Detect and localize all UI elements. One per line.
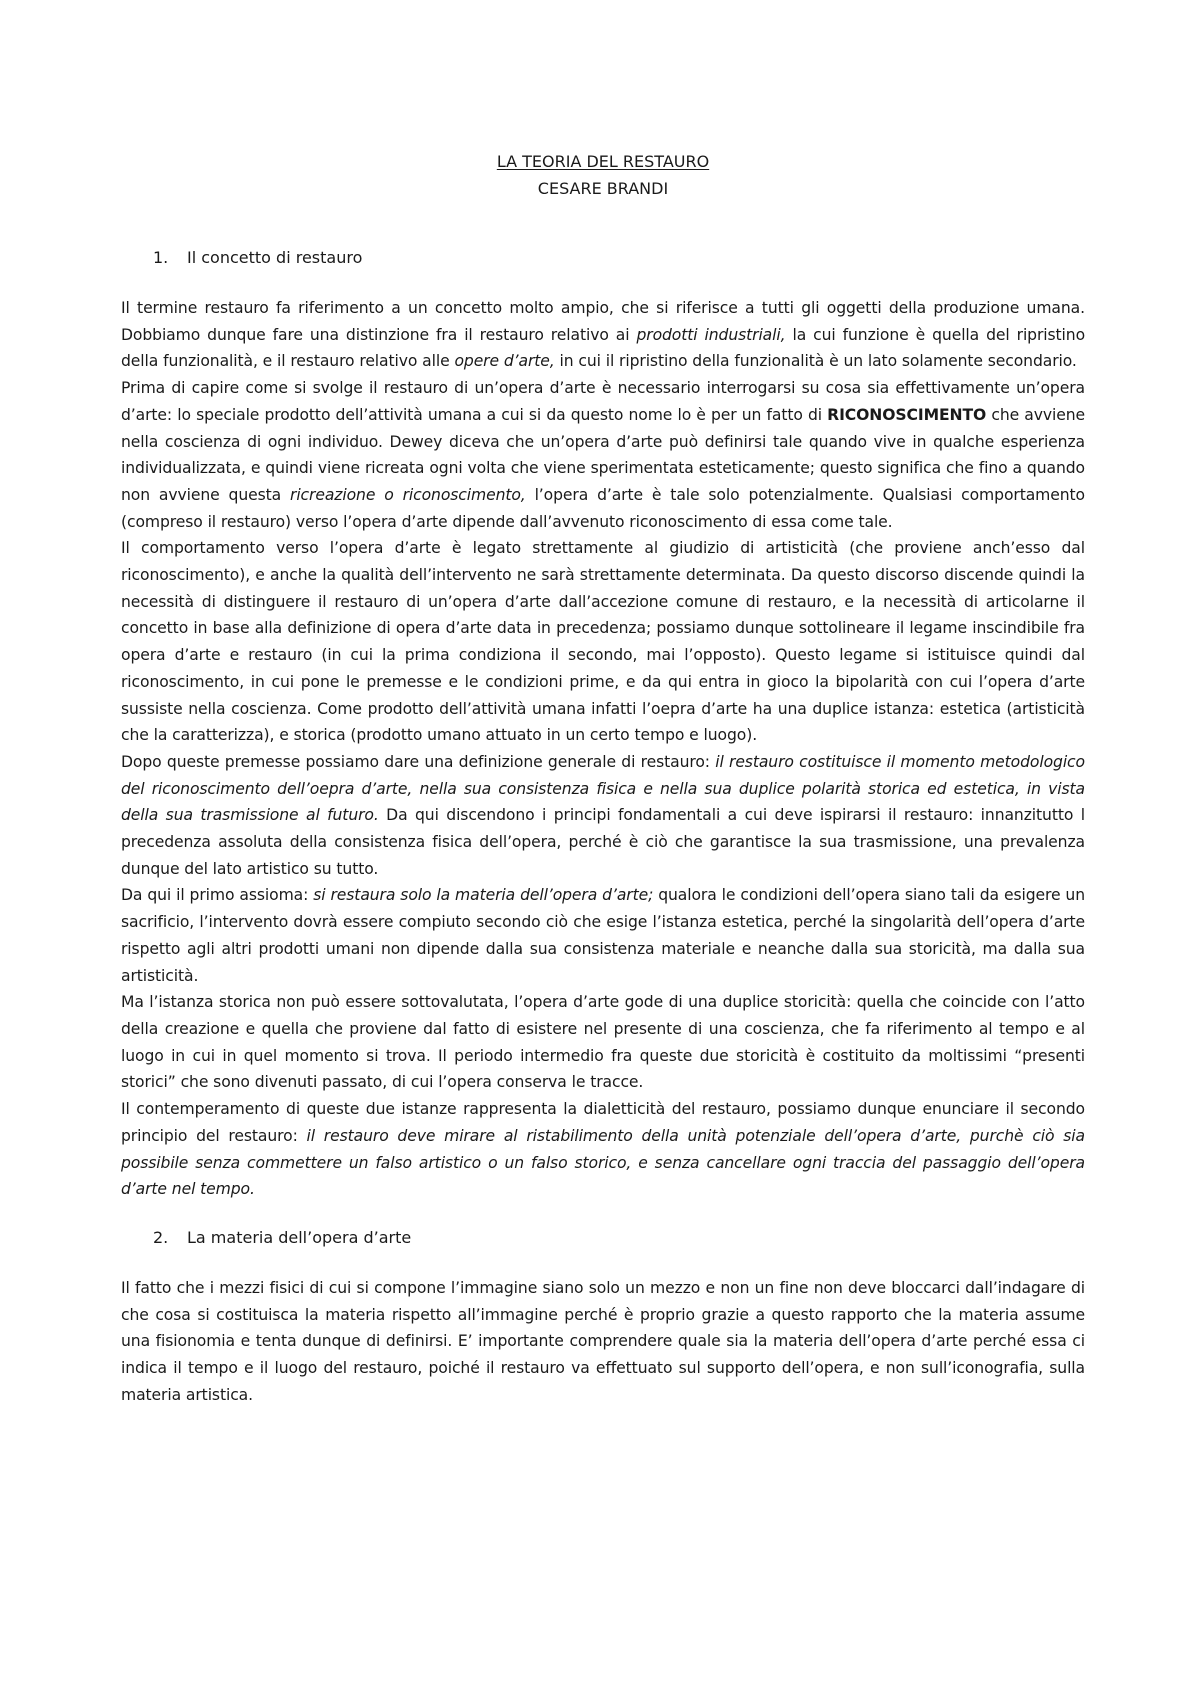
paragraph: Da qui il primo assioma: si restaura solo la materia dell’opera d’arte; qualora le condizioni dell’opera siano tali da esigere un sacrificio, l’intervento dovrà essere compiuto secondo ciò che esige l’istanza estetica, perché la singolarità dell’opera d’arte rispetto agli altri prodotti umani non dipende dalla sua consistenza materiale e neanche dalla sua storicità, ma dalla sua artisticità. [121,886,1085,985]
italic-run: si restaura solo la materia dell’opera d’arte; [313,886,654,905]
section-1 [121,245,1085,1203]
paragraph: Prima di capire come si svolge il restauro di un’opera d’arte è necessario interrogarsi su cosa sia effettivamente un’opera d’arte: lo speciale prodotto dell’attività umana a cui si da questo nome lo è per un fatto di RICONOSCIMENTO che avviene nella coscienza di ogni individuo. Dewey diceva che un’opera d’arte può definirsi tale quando vive in qualche esperienza individualizzata, e quindi viene ricreata ogni volta che viene sperimentata esteticamente; questo significa che fino a quando non avviene questa ricreazione o riconoscimento, l’opera d’arte è tale solo potenzialmente. Qualsiasi comportamento (compreso il restauro) verso l’opera d’arte dipende dall’avvenuto riconoscimento di essa come tale. [121,379,1085,531]
paragraph: Dopo queste premesse possiamo dare una definizione generale di restauro: il restauro costituisce il momento metodologico del riconoscimento dell’oepra d’arte, nella sua consistenza fisica e nella sua duplice polarità storica ed estetica, in vista della sua trasmissione al futuro. Da qui discendono i principi fondamentali a cui deve ispirarsi il restauro: innanzitutto l precedenza assoluta della consistenza fisica dell’opera, perché è ciò che garantisce la sua trasmissione, una prevalenza dunque del lato artistico su tutto. [121,752,1085,878]
italic-run: ricreazione o riconoscimento, [290,485,526,504]
section-heading [121,245,1085,271]
bold-run: RICONOSCIMENTO [827,405,987,424]
italic-run: il restauro deve mirare al ristabilimento della unità potenziale dell’opera d’arte, purchè ciò sia possibile senza commettere un falso artistico o un falso storico, e senza cancellare ogni traccia del passaggio dell’opera d’arte nel tempo. [121,1126,1085,1199]
paragraph: Il contemperamento di queste due istanze rappresenta la dialetticità del restauro, possiamo dunque enunciare il secondo principio del restauro: il restauro deve mirare al ristabilimento della unità potenziale dell’opera d’arte, purchè ciò sia possibile senza commettere un falso artistico o un falso storico, e senza cancellare ogni traccia del passaggio dell’opera d’arte nel tempo. [121,1100,1085,1199]
section-number: 1. [153,248,169,267]
paragraph: Il fatto che i mezzi fisici di cui si compone l’immagine siano solo un mezzo e non un fine non deve bloccarci dall’indagare di che cosa si costituisca la materia rispetto all’immagine perché è proprio grazie a questo rapporto che la materia assume una fisionomia e tenta dunque di definirsi. E’ importante comprendere quale sia la materia dell’opera d’arte perché essa ci indica il tempo e il luogo del restauro, poiché il restauro va effettuato sul supporto dell’opera, e non sull’iconografia, sulla materia artistica. [121,1278,1085,1404]
section-title: La materia dell’opera d’arte [187,1227,412,1247]
paragraph: Il comportamento verso l’opera d’arte è legato strettamente al giudizio di artisticità (che proviene anch’esso dal riconoscimento), e anche la qualità dell’intervento ne sarà strettamente determinata. Da questo discorso discende quindi la necessità di distinguere il restauro di un’opera d’arte dall’accezione comune di restauro, e la necessità di articolarne il concetto in base alla definizione di opera d’arte data in precedenza; possiamo dunque sottolineare il legame inscindibile fra opera d’arte e restauro (in cui la prima condiziona il secondo, mai l’opposto). Questo legame si istituisce quindi dal riconoscimento, in cui pone le premesse e le condizioni prime, e da qui entra in gioco la bipolarità con cui l’opera d’arte sussiste nella coscienza. Come prodotto dell’attività umana infatti l’oepra d’arte ha una duplice istanza: estetica (artisticità che la caratterizza), e storica (prodotto umano attuato in un certo tempo e luogo). [121,539,1085,745]
section-title: Il concetto di restauro [187,248,363,267]
section-number: 2. [153,1227,169,1247]
italic-run: il restauro costituisce il momento metodologico del riconoscimento dell’oepra d’arte, nella sua consistenza fisica e nella sua duplice polarità storica ed estetica, in vista della sua trasmissione al futuro. [121,752,1085,825]
section-heading [121,1225,1085,1251]
document-body [121,148,1085,1408]
italic-run: opere d’arte, [454,352,555,371]
title-block [121,148,1085,202]
italic-run: prodotti industriali, [636,325,786,344]
paragraph: Ma l’istanza storica non può essere sottovalutata, l’opera d’arte gode di una duplice storicità: quella che coincide con l’atto della creazione e quella che proviene dal fatto di esistere nel presente di una coscienza, che fa riferimento al tempo e al luogo in cui in quel momento si trova. Il periodo intermedio fra queste due storicità è costituito da moltissimi “presenti storici” che sono divenuti passato, di cui l’opera conserva le tracce. [121,993,1085,1092]
document-title: LA TEORIA DEL RESTAURO [496,152,710,171]
paragraph: Il termine restauro fa riferimento a un concetto molto ampio, che si riferisce a tutti gli oggetti della produzione umana. Dobbiamo dunque fare una distinzione fra il restauro relativo ai prodotti industriali, la cui funzione è quella del ripristino della funzionalità, e il restauro relativo alle opere d’arte, in cui il ripristino della funzionalità è un lato solamente secondario. [121,299,1086,371]
section-2 [121,1225,1085,1409]
document-author: CESARE BRANDI [537,179,669,198]
